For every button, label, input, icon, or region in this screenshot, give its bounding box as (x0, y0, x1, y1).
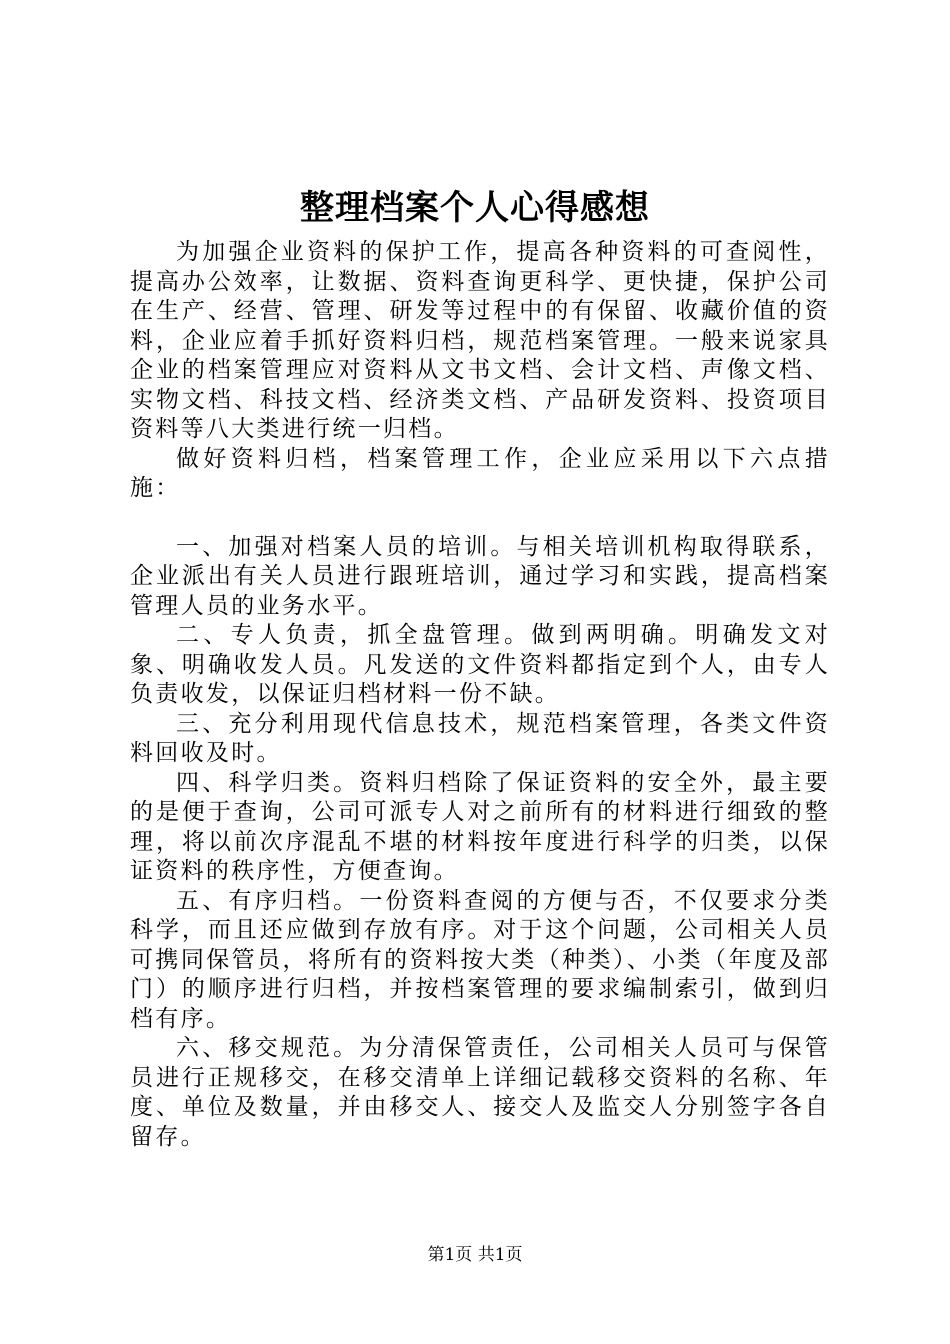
page-number-footer: 第1页 共1页 (427, 1245, 523, 1265)
measure-5-paragraph: 五、有序归档。一份资料查阅的方便与否，不仅要求分类科学，而且还应做到存放有序。对于这个问题，公司相关人员可携同保管员，将所有的资料按大类（种类）、小类（年度及部门）的顺序进行归档，并按档案管理的要求编制索引，做到归档有序。 (130, 887, 830, 1032)
measure-2-paragraph: 二、专人负责，抓全盘管理。做到两明确。明确发文对象、明确收发人员。凡发送的文件资料都指定到个人，由专人负责收发，以保证归档材料一份不缺。 (130, 622, 830, 707)
measure-6-paragraph: 六、移交规范。为分清保管责任，公司相关人员可与保管员进行正规移交，在移交清单上详细记载移交资料的名称、年度、单位及数量，并由移交人、接交人及监交人分别签字各自留存。 (130, 1035, 830, 1150)
paragraph-gap (130, 504, 830, 533)
measure-4-paragraph: 四、科学归类。资料归档除了保证资料的安全外，最主要的是便于查询，公司可派专人对之前所有的材料进行细致的整理，将以前次序混乱不堪的材料按年度进行科学的归类，以保证资料的秩序性，方便查询。 (130, 769, 830, 884)
document-title: 整理档案个人心得感想 (300, 188, 650, 228)
measures-lead-paragraph: 做好资料归档，档案管理工作，企业应采用以下六点措施： (130, 445, 830, 501)
measure-1-paragraph: 一、加强对档案人员的培训。与相关培训机构取得联系，企业派出有关人员进行跟班培训，通过学习和实践，提高档案管理人员的业务水平。 (130, 533, 830, 619)
intro-paragraph: 为加强企业资料的保护工作，提高各种资料的可查阅性，提高办公效率，让数据、资料查询更科学、更快捷，保护公司在生产、经营、管理、研发等过程中的有保留、收藏价值的资料，企业应着手抓好资料归档，规范档案管理。一般来说家具企业的档案管理应对资料从文书文档、会计文档、声像文档、实物文档、科技文档、经济类文档、产品研发资料、投资项目资料等八大类进行统一归档。 (130, 239, 830, 442)
measure-3-paragraph: 三、充分利用现代信息技术，规范档案管理，各类文件资料回收及时。 (130, 710, 830, 766)
document-body (130, 238, 830, 1152)
